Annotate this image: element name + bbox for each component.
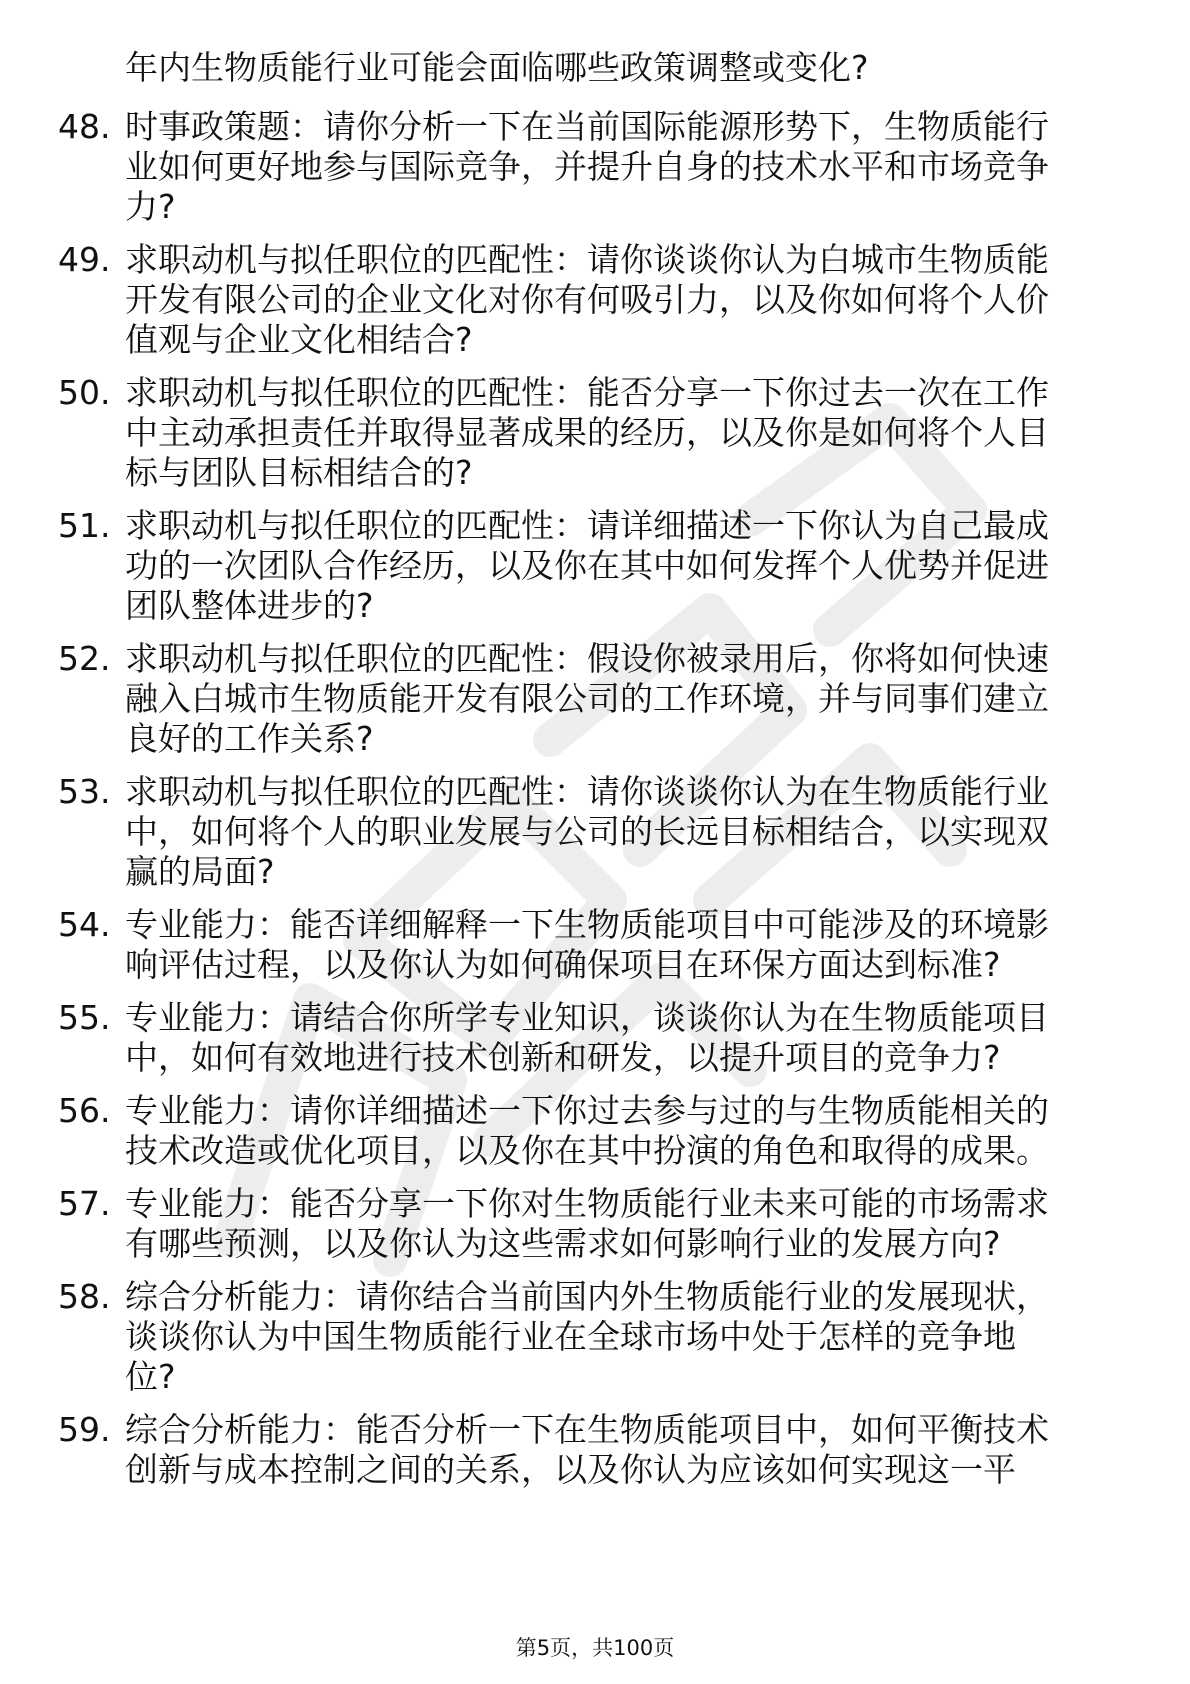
question-text: 时事政策题：请你分析一下在当前国际能源形势下，生物质能行 业如何更好地参与国际竞争，并提升自身的技术水平和市场竞争 力? (125, 107, 1049, 226)
question-text: 求职动机与拟任职位的匹配性：假设你被录用后，你将如何快速 融入白城市生物质能开发有限公司的工作环境，并与同事们建立 良好的工作关系? (125, 639, 1049, 758)
question-number: 53. (58, 772, 111, 811)
question-number: 55. (58, 998, 111, 1037)
question-text: 求职动机与拟任职位的匹配性：请你谈谈你认为白城市生物质能 开发有限公司的企业文化对你有何吸引力，以及你如何将个人价 值观与企业文化相结合? (125, 240, 1049, 359)
question-text: 专业能力：请结合你所学专业知识，谈谈你认为在生物质能项目 中，如何有效地进行技术创新和研发，以提升项目的竞争力? (125, 998, 1049, 1077)
question-47-continuation: 年内生物质能行业可能会面临哪些政策调整或变化? (125, 48, 869, 87)
question-number: 57. (58, 1184, 111, 1223)
question-number: 59. (58, 1410, 111, 1449)
question-number: 58. (58, 1277, 111, 1316)
question-number: 54. (58, 905, 111, 944)
question-number: 49. (58, 240, 111, 279)
question-number: 50. (58, 373, 111, 412)
question-text: 专业能力：请你详细描述一下你过去参与过的与生物质能相关的 技术改造或优化项目，以及你在其中扮演的角色和取得的成果。 (125, 1091, 1049, 1170)
question-text: 求职动机与拟任职位的匹配性：请你谈谈你认为在生物质能行业 中，如何将个人的职业发展与公司的长远目标相结合，以实现双 赢的局面? (125, 772, 1049, 891)
question-text: 专业能力：能否分享一下你对生物质能行业未来可能的市场需求 有哪些预测，以及你认为这些需求如何影响行业的发展方向? (125, 1184, 1049, 1263)
question-text: 综合分析能力：请你结合当前国内外生物质能行业的发展现状， 谈谈你认为中国生物质能行业在全球市场中处于怎样的竞争地 位? (125, 1277, 1049, 1396)
question-text: 求职动机与拟任职位的匹配性：请详细描述一下你认为自己最成 功的一次团队合作经历，以及你在其中如何发挥个人优势并促进 团队整体进步的? (125, 506, 1049, 625)
question-number: 52. (58, 639, 111, 678)
question-number: 56. (58, 1091, 111, 1130)
question-number: 51. (58, 506, 111, 545)
question-text: 综合分析能力：能否分析一下在生物质能项目中，如何平衡技术 创新与成本控制之间的关系，以及你认为应该如何实现这一平 (125, 1410, 1049, 1489)
question-number: 48. (58, 107, 111, 146)
question-text: 专业能力：能否详细解释一下生物质能项目中可能涉及的环境影 响评估过程，以及你认为如何确保项目在环保方面达到标准? (125, 905, 1049, 984)
question-text: 求职动机与拟任职位的匹配性：能否分享一下你过去一次在工作 中主动承担责任并取得显著成果的经历，以及你是如何将个人目 标与团队目标相结合的? (125, 373, 1049, 492)
page-footer: 第5页，共100页 (515, 1636, 675, 1660)
